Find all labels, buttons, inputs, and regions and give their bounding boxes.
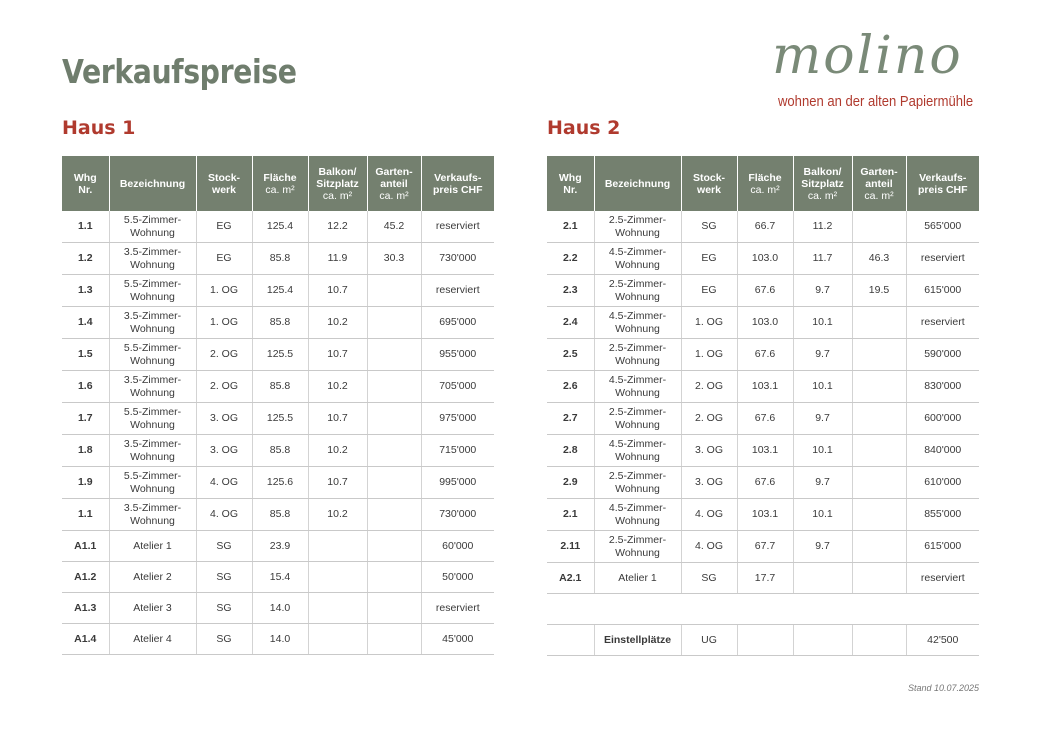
table-row xyxy=(62,531,494,562)
table-row xyxy=(62,307,494,339)
table-row xyxy=(62,403,494,435)
haus2-cell-bezeichnung: 2.5-Zimmer-Wohnung xyxy=(594,403,681,435)
haus1-cell-whg-nr: 1.4 xyxy=(62,307,109,339)
haus2-cell-garten xyxy=(852,339,906,371)
haus1-cell-bezeichnung: Atelier 2 xyxy=(109,562,196,593)
haus2-cell-stockwerk: 2. OG xyxy=(681,403,737,435)
haus1-cell-preis: reserviert xyxy=(421,275,494,307)
haus1-title: Haus 1 xyxy=(62,117,136,139)
haus1-cell-bezeichnung: 5.5-Zimmer-Wohnung xyxy=(109,275,196,307)
haus1-cell-flaeche: 125.6 xyxy=(252,467,308,499)
molino-logo xyxy=(772,18,982,118)
logo-tagline: wohnen an der alten Papiermühle xyxy=(778,94,974,110)
haus1-header-line: werk xyxy=(212,183,236,196)
haus1-header-line: Whg xyxy=(73,171,97,184)
haus1-cell-bezeichnung: 5.5-Zimmer-Wohnung xyxy=(109,211,196,243)
haus1-cell-preis: reserviert xyxy=(421,593,494,624)
haus1-cell-flaeche: 14.0 xyxy=(252,624,308,655)
haus1-cell-stockwerk: 2. OG xyxy=(196,339,252,371)
haus2-header-line: ca. m² xyxy=(807,189,838,202)
haus2-cell-whg-nr: 2.3 xyxy=(547,275,594,307)
haus2-cell-flaeche: 103.1 xyxy=(737,371,793,403)
haus2-cell-preis: 600'000 xyxy=(906,403,979,435)
table-row xyxy=(62,243,494,275)
haus1-cell-flaeche: 125.4 xyxy=(252,211,308,243)
table-row xyxy=(547,339,979,371)
haus1-cell-preis: 730'000 xyxy=(421,243,494,275)
haus2-cell-flaeche: 67.6 xyxy=(737,403,793,435)
haus1-cell-garten xyxy=(367,307,421,339)
haus2-cell-flaeche: 103.1 xyxy=(737,499,793,531)
haus2-cell-bezeichnung: Atelier 1 xyxy=(594,563,681,594)
table-row xyxy=(62,371,494,403)
haus2-header-preis xyxy=(906,156,979,211)
haus2-cell-garten xyxy=(852,467,906,499)
haus2-header-line: ca. m² xyxy=(864,189,894,202)
haus1-cell-bezeichnung: Atelier 1 xyxy=(109,531,196,562)
logo-wordmark: molino xyxy=(772,26,963,86)
haus1-cell-bezeichnung: 5.5-Zimmer-Wohnung xyxy=(109,467,196,499)
haus1-cell-balkon xyxy=(308,531,367,562)
haus1-header-line: Stock- xyxy=(207,171,241,184)
haus2-cell-whg-nr: 2.1 xyxy=(547,211,594,243)
haus1-cell-balkon: 10.2 xyxy=(308,307,367,339)
haus2-header-bezeichnung xyxy=(594,156,681,211)
haus1-cell-bezeichnung: 3.5-Zimmer-Wohnung xyxy=(109,243,196,275)
haus1-cell-stockwerk: 4. OG xyxy=(196,499,252,531)
haus1-cell-flaeche: 15.4 xyxy=(252,562,308,593)
haus2-cell-balkon: 11.2 xyxy=(793,211,852,243)
haus1-header-line: ca. m² xyxy=(265,183,295,196)
haus1-cell-bezeichnung: 3.5-Zimmer-Wohnung xyxy=(109,371,196,403)
haus1-cell-stockwerk: SG xyxy=(196,593,252,624)
haus2-cell-stockwerk: 4. OG xyxy=(681,531,737,563)
haus1-header-line: Verkaufs- xyxy=(434,171,482,184)
haus2-header-line: Sitzplatz xyxy=(801,177,844,190)
haus1-header-line: Garten- xyxy=(375,165,413,178)
haus1-cell-stockwerk: 2. OG xyxy=(196,371,252,403)
haus1-cell-flaeche: 125.5 xyxy=(252,403,308,435)
haus2-cell-flaeche: 67.7 xyxy=(737,531,793,563)
haus1-cell-garten xyxy=(367,339,421,371)
haus1-header-line: Fläche xyxy=(263,171,297,184)
haus1-cell-balkon: 10.7 xyxy=(308,403,367,435)
haus1-cell-balkon: 10.2 xyxy=(308,371,367,403)
haus2-cell-whg-nr: A2.1 xyxy=(547,563,594,594)
haus2-cell-garten: 46.3 xyxy=(852,243,906,275)
haus1-cell-whg-nr: 1.7 xyxy=(62,403,109,435)
haus1-cell-garten xyxy=(367,531,421,562)
haus2-cell-stockwerk: 4. OG xyxy=(681,499,737,531)
haus1-header-garten xyxy=(367,156,421,211)
haus1-cell-bezeichnung: 5.5-Zimmer-Wohnung xyxy=(109,403,196,435)
spacer-cell xyxy=(547,594,979,625)
haus2-cell-garten xyxy=(852,563,906,594)
haus1-cell-garten xyxy=(367,624,421,655)
haus1-cell-whg-nr: 1.5 xyxy=(62,339,109,371)
haus2-cell-preis: 855'000 xyxy=(906,499,979,531)
haus1-cell-preis: 60'000 xyxy=(421,531,494,562)
haus2-price-table xyxy=(547,156,979,656)
haus2-header-balkon xyxy=(793,156,852,211)
haus1-header-line: Bezeichnung xyxy=(119,177,186,190)
haus1-cell-preis: 955'000 xyxy=(421,339,494,371)
stand-date: Stand 10.07.2025 xyxy=(908,683,980,693)
haus1-cell-stockwerk: SG xyxy=(196,562,252,593)
haus1-header-balkon xyxy=(308,156,367,211)
haus2-header-line: Bezeichnung xyxy=(604,177,671,190)
haus2-cell-preis: 830'000 xyxy=(906,371,979,403)
haus1-cell-balkon: 10.2 xyxy=(308,499,367,531)
haus2-title: Haus 2 xyxy=(547,117,621,139)
haus1-cell-garten xyxy=(367,593,421,624)
table-row xyxy=(62,211,494,243)
haus1-cell-whg-nr: A1.3 xyxy=(62,593,109,624)
haus1-cell-garten xyxy=(367,403,421,435)
haus1-cell-stockwerk: 1. OG xyxy=(196,307,252,339)
haus2-cell-stockwerk: 2. OG xyxy=(681,371,737,403)
haus1-header-line: Balkon/ xyxy=(318,165,357,178)
haus1-cell-whg-nr: A1.1 xyxy=(62,531,109,562)
haus2-cell-balkon: 9.7 xyxy=(793,403,852,435)
haus2-cell-preis: 590'000 xyxy=(906,339,979,371)
haus2-cell-whg-nr: 2.5 xyxy=(547,339,594,371)
haus2-header-whg-nr xyxy=(547,156,594,211)
haus1-cell-bezeichnung: 5.5-Zimmer-Wohnung xyxy=(109,339,196,371)
haus2-header-line: Garten- xyxy=(860,165,898,178)
haus1-cell-garten xyxy=(367,435,421,467)
haus2-cell-flaeche: 66.7 xyxy=(737,211,793,243)
haus2-cell-garten xyxy=(852,499,906,531)
haus2-cell-flaeche: 17.7 xyxy=(737,563,793,594)
haus1-header-whg-nr xyxy=(62,156,109,211)
haus1-cell-preis: 975'000 xyxy=(421,403,494,435)
haus2-cell-flaeche: 67.6 xyxy=(737,275,793,307)
haus1-cell-flaeche: 85.8 xyxy=(252,307,308,339)
haus2-header-line: Verkaufs- xyxy=(919,171,967,184)
haus1-header-stockwerk xyxy=(196,156,252,211)
haus2-cell-garten xyxy=(852,435,906,467)
table-row xyxy=(62,435,494,467)
haus1-cell-balkon: 10.7 xyxy=(308,275,367,307)
haus2-cell-bezeichnung: 4.5-Zimmer-Wohnung xyxy=(594,307,681,339)
haus2-parking-preis: 42'500 xyxy=(906,625,979,656)
haus1-cell-balkon xyxy=(308,593,367,624)
haus2-cell-whg-nr: 2.2 xyxy=(547,243,594,275)
haus1-cell-whg-nr: A1.4 xyxy=(62,624,109,655)
haus1-cell-flaeche: 14.0 xyxy=(252,593,308,624)
haus2-cell-whg-nr: 2.8 xyxy=(547,435,594,467)
haus1-cell-preis: 50'000 xyxy=(421,562,494,593)
haus2-cell-flaeche: 103.0 xyxy=(737,243,793,275)
haus2-cell-whg-nr: 2.4 xyxy=(547,307,594,339)
haus2-header-line: anteil xyxy=(865,177,893,190)
haus1-cell-preis: 45'000 xyxy=(421,624,494,655)
haus1-cell-balkon: 10.7 xyxy=(308,339,367,371)
haus1-cell-flaeche: 85.8 xyxy=(252,371,308,403)
haus1-cell-garten xyxy=(367,275,421,307)
haus1-cell-preis: 995'000 xyxy=(421,467,494,499)
haus2-header-line: Whg xyxy=(558,171,582,184)
table-row xyxy=(547,467,979,499)
haus2-cell-whg-nr: 2.6 xyxy=(547,371,594,403)
haus1-cell-garten: 45.2 xyxy=(367,211,421,243)
table-row xyxy=(547,531,979,563)
haus2-cell-garten xyxy=(852,371,906,403)
haus2-cell-balkon: 10.1 xyxy=(793,371,852,403)
haus1-cell-bezeichnung: 3.5-Zimmer-Wohnung xyxy=(109,435,196,467)
haus1-cell-preis: reserviert xyxy=(421,211,494,243)
haus2-parking-bezeichnung: Einstellplätze xyxy=(594,625,681,656)
haus2-cell-flaeche: 67.6 xyxy=(737,339,793,371)
haus2-header-flaeche xyxy=(737,156,793,211)
haus1-price-table xyxy=(62,156,494,655)
haus1-cell-preis: 715'000 xyxy=(421,435,494,467)
haus1-cell-balkon xyxy=(308,624,367,655)
haus1-cell-flaeche: 125.5 xyxy=(252,339,308,371)
haus2-cell-balkon: 9.7 xyxy=(793,275,852,307)
haus1-cell-balkon: 11.9 xyxy=(308,243,367,275)
haus2-header-stockwerk xyxy=(681,156,737,211)
table-row xyxy=(62,562,494,593)
haus1-cell-stockwerk: 1. OG xyxy=(196,275,252,307)
haus1-cell-whg-nr: 1.1 xyxy=(62,499,109,531)
haus1-header-line: ca. m² xyxy=(379,189,409,202)
haus2-cell-bezeichnung: 2.5-Zimmer-Wohnung xyxy=(594,275,681,307)
table-row xyxy=(62,467,494,499)
table-row xyxy=(547,563,979,594)
haus1-header-flaeche xyxy=(252,156,308,211)
haus1-cell-flaeche: 85.8 xyxy=(252,499,308,531)
haus2-header-line: ca. m² xyxy=(750,183,780,196)
haus1-cell-preis: 695'000 xyxy=(421,307,494,339)
haus2-header-line: preis CHF xyxy=(917,183,968,196)
haus2-cell-stockwerk: EG xyxy=(681,275,737,307)
table-row xyxy=(62,275,494,307)
haus2-cell-whg-nr: 2.11 xyxy=(547,531,594,563)
haus2-header-line: Balkon/ xyxy=(803,165,842,178)
haus2-cell-garten xyxy=(852,403,906,435)
haus2-cell-bezeichnung: 2.5-Zimmer-Wohnung xyxy=(594,339,681,371)
haus1-header-line: anteil xyxy=(380,177,408,190)
haus2-cell-balkon: 9.7 xyxy=(793,339,852,371)
haus1-header-line: Sitzplatz xyxy=(316,177,359,190)
haus1-cell-whg-nr: 1.6 xyxy=(62,371,109,403)
haus2-cell-stockwerk: EG xyxy=(681,243,737,275)
haus2-cell-preis: 840'000 xyxy=(906,435,979,467)
haus2-cell-stockwerk: 3. OG xyxy=(681,467,737,499)
haus1-cell-balkon: 10.2 xyxy=(308,435,367,467)
haus2-header-line: Stock- xyxy=(692,171,726,184)
table-row xyxy=(62,339,494,371)
haus2-cell-bezeichnung: 4.5-Zimmer-Wohnung xyxy=(594,371,681,403)
haus2-cell-preis: 565'000 xyxy=(906,211,979,243)
haus2-cell-stockwerk: SG xyxy=(681,563,737,594)
haus1-cell-stockwerk: SG xyxy=(196,531,252,562)
haus2-cell-bezeichnung: 4.5-Zimmer-Wohnung xyxy=(594,243,681,275)
haus2-cell-stockwerk: SG xyxy=(681,211,737,243)
haus1-header-line: Nr. xyxy=(78,183,93,196)
table-row xyxy=(62,499,494,531)
haus1-header-line: ca. m² xyxy=(322,189,353,202)
haus2-cell-bezeichnung: 2.5-Zimmer-Wohnung xyxy=(594,211,681,243)
haus2-cell-garten xyxy=(852,211,906,243)
haus2-cell-garten: 19.5 xyxy=(852,275,906,307)
haus1-cell-stockwerk: EG xyxy=(196,243,252,275)
haus2-cell-flaeche: 103.1 xyxy=(737,435,793,467)
haus1-cell-garten xyxy=(367,467,421,499)
haus2-cell-preis: 610'000 xyxy=(906,467,979,499)
haus2-parking-flaeche xyxy=(737,625,793,656)
haus2-header-line: werk xyxy=(697,183,721,196)
haus1-cell-flaeche: 85.8 xyxy=(252,243,308,275)
haus2-cell-balkon: 10.1 xyxy=(793,435,852,467)
haus1-cell-garten xyxy=(367,371,421,403)
haus1-cell-bezeichnung: 3.5-Zimmer-Wohnung xyxy=(109,307,196,339)
haus1-cell-garten xyxy=(367,562,421,593)
haus2-header-garten xyxy=(852,156,906,211)
haus1-cell-stockwerk: 3. OG xyxy=(196,435,252,467)
haus1-cell-garten: 30.3 xyxy=(367,243,421,275)
haus2-header-line: Nr. xyxy=(563,183,578,196)
table-row xyxy=(547,211,979,243)
table-row-parking xyxy=(547,625,979,656)
haus2-cell-stockwerk: 3. OG xyxy=(681,435,737,467)
haus2-parking-garten xyxy=(852,625,906,656)
haus2-cell-flaeche: 67.6 xyxy=(737,467,793,499)
haus2-cell-balkon: 10.1 xyxy=(793,499,852,531)
haus1-cell-whg-nr: 1.9 xyxy=(62,467,109,499)
haus1-header-bezeichnung xyxy=(109,156,196,211)
haus2-cell-whg-nr: 2.1 xyxy=(547,499,594,531)
haus1-cell-preis: 705'000 xyxy=(421,371,494,403)
haus2-cell-bezeichnung: 2.5-Zimmer-Wohnung xyxy=(594,467,681,499)
table-row xyxy=(547,307,979,339)
page-title: Verkaufspreise xyxy=(62,52,297,91)
haus2-cell-whg-nr: 2.7 xyxy=(547,403,594,435)
haus1-cell-flaeche: 125.4 xyxy=(252,275,308,307)
table-row xyxy=(547,371,979,403)
haus2-cell-balkon xyxy=(793,563,852,594)
table-row xyxy=(547,435,979,467)
haus1-cell-whg-nr: A1.2 xyxy=(62,562,109,593)
haus1-cell-flaeche: 23.9 xyxy=(252,531,308,562)
haus2-parking-stockwerk: UG xyxy=(681,625,737,656)
haus1-header-preis xyxy=(421,156,494,211)
haus1-cell-flaeche: 85.8 xyxy=(252,435,308,467)
haus1-cell-preis: 730'000 xyxy=(421,499,494,531)
haus2-cell-preis: reserviert xyxy=(906,563,979,594)
haus2-cell-balkon: 9.7 xyxy=(793,531,852,563)
haus2-cell-balkon: 10.1 xyxy=(793,307,852,339)
haus2-cell-garten xyxy=(852,531,906,563)
haus2-cell-preis: reserviert xyxy=(906,243,979,275)
haus2-parking-balkon xyxy=(793,625,852,656)
haus1-cell-bezeichnung: 3.5-Zimmer-Wohnung xyxy=(109,499,196,531)
spacer-row xyxy=(547,594,979,625)
haus1-cell-whg-nr: 1.2 xyxy=(62,243,109,275)
table-row xyxy=(547,499,979,531)
haus1-header-line: preis CHF xyxy=(432,183,483,196)
haus1-cell-stockwerk: EG xyxy=(196,211,252,243)
haus2-cell-flaeche: 103.0 xyxy=(737,307,793,339)
haus1-cell-stockwerk: 4. OG xyxy=(196,467,252,499)
haus2-cell-balkon: 11.7 xyxy=(793,243,852,275)
haus2-cell-preis: 615'000 xyxy=(906,531,979,563)
haus2-cell-bezeichnung: 4.5-Zimmer-Wohnung xyxy=(594,499,681,531)
haus1-cell-bezeichnung: Atelier 3 xyxy=(109,593,196,624)
haus2-parking-whg-nr xyxy=(547,625,594,656)
haus2-cell-whg-nr: 2.9 xyxy=(547,467,594,499)
table-row xyxy=(62,624,494,655)
table-row xyxy=(547,243,979,275)
haus2-cell-preis: reserviert xyxy=(906,307,979,339)
haus1-cell-whg-nr: 1.3 xyxy=(62,275,109,307)
haus1-cell-whg-nr: 1.1 xyxy=(62,211,109,243)
haus1-cell-garten xyxy=(367,499,421,531)
table-row xyxy=(62,593,494,624)
haus2-cell-preis: 615'000 xyxy=(906,275,979,307)
haus2-cell-bezeichnung: 2.5-Zimmer-Wohnung xyxy=(594,531,681,563)
haus1-cell-stockwerk: SG xyxy=(196,624,252,655)
haus1-cell-balkon: 10.7 xyxy=(308,467,367,499)
haus1-cell-whg-nr: 1.8 xyxy=(62,435,109,467)
haus1-cell-balkon xyxy=(308,562,367,593)
table-row xyxy=(547,403,979,435)
haus2-cell-stockwerk: 1. OG xyxy=(681,307,737,339)
haus2-cell-balkon: 9.7 xyxy=(793,467,852,499)
haus2-cell-bezeichnung: 4.5-Zimmer-Wohnung xyxy=(594,435,681,467)
haus2-header-line: Fläche xyxy=(748,171,782,184)
haus2-cell-stockwerk: 1. OG xyxy=(681,339,737,371)
haus1-cell-stockwerk: 3. OG xyxy=(196,403,252,435)
table-row xyxy=(547,275,979,307)
haus2-cell-garten xyxy=(852,307,906,339)
haus1-cell-balkon: 12.2 xyxy=(308,211,367,243)
haus1-cell-bezeichnung: Atelier 4 xyxy=(109,624,196,655)
